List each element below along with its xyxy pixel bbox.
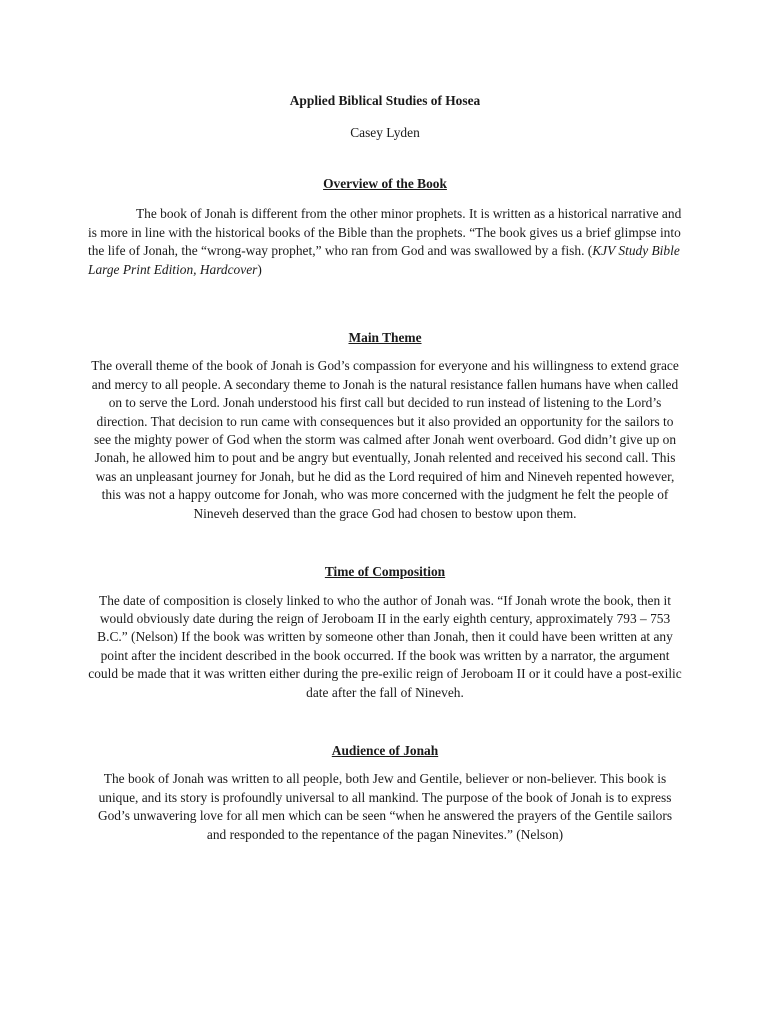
section-heading-overview: Overview of the Book: [323, 176, 447, 191]
section-body-time-of-composition: The date of composition is closely linked to who the author of Jonah was. “If Jonah wrote the book, then it would obviously date during the reign of Jeroboam II in the early eighth century, approximately 793 – 753 B.C.” (Nelson) If the book was written by someone other than Jonah, then it could have been written at any point after the incident described in the book occurred. If the book was written by a narrator, the argument could be made that it was written either during the pre-exilic reign of Jeroboam II or it could have a post-exilic date after the fall of Nineveh.: [88, 592, 682, 700]
section-heading-main-theme: Main Theme: [348, 330, 422, 346]
section-heading-audience: Audience of Jonah: [331, 742, 439, 758]
section-heading-time-of-composition: Time of Composition: [324, 564, 446, 580]
document-author: Casey Lyden: [350, 125, 420, 140]
overview-text-end: ): [257, 261, 262, 277]
section-body-overview: [88, 205, 682, 279]
section-body-audience: The book of Jonah was written to all people, both Jew and Gentile, believer or non-believer. This book is unique, and its story is profoundly universal to all mankind. The purpose of the book of Jonah is to express God’s unwavering love for all men which can be seen “when he answered the prayers of the Gentile sailors and responded to the repentance of the pagan Ninevites.” (Nelson): [97, 771, 673, 842]
overview-citation: KJV Study Bible Large Print Edition, Hardcover: [88, 243, 680, 277]
overview-text: The book of Jonah is different from the other minor prophets. It is written as a historical narrative and is more in line with the historical books of the Bible than the prophets. “The book gives us a brief glimpse into the life of Jonah, the “wrong-way prophet,” who ran from God and was swallowed by a fish. (: [88, 206, 682, 259]
document-title: Applied Biblical Studies of Hosea: [289, 93, 481, 108]
section-body-main-theme: The overall theme of the book of Jonah is God’s compassion for everyone and his willingness to extend grace and mercy to all people. A secondary theme to Jonah is the natural resistance fallen humans have when called on to serve the Lord. Jonah understood his first call but decided to run instead of listening to the Lord’s direction. That decision to run came with consequences but it also provided an opportunity for the sailors to see the mighty power of God when the storm was calmed after Jonah went overboard. God didn’t give up on Jonah, he allowed him to pout and be angry but eventually, Jonah relented and received his second call. This was an unpleasant journey for Jonah, but he did as the Lord required of him and Nineveh repented however, this was not a happy outcome for Jonah, who was more concerned with the judgment he felt the people of Nineveh deserved than the grace God had chosen to bestow upon them.: [91, 358, 679, 521]
document-page: [88, 92, 682, 844]
